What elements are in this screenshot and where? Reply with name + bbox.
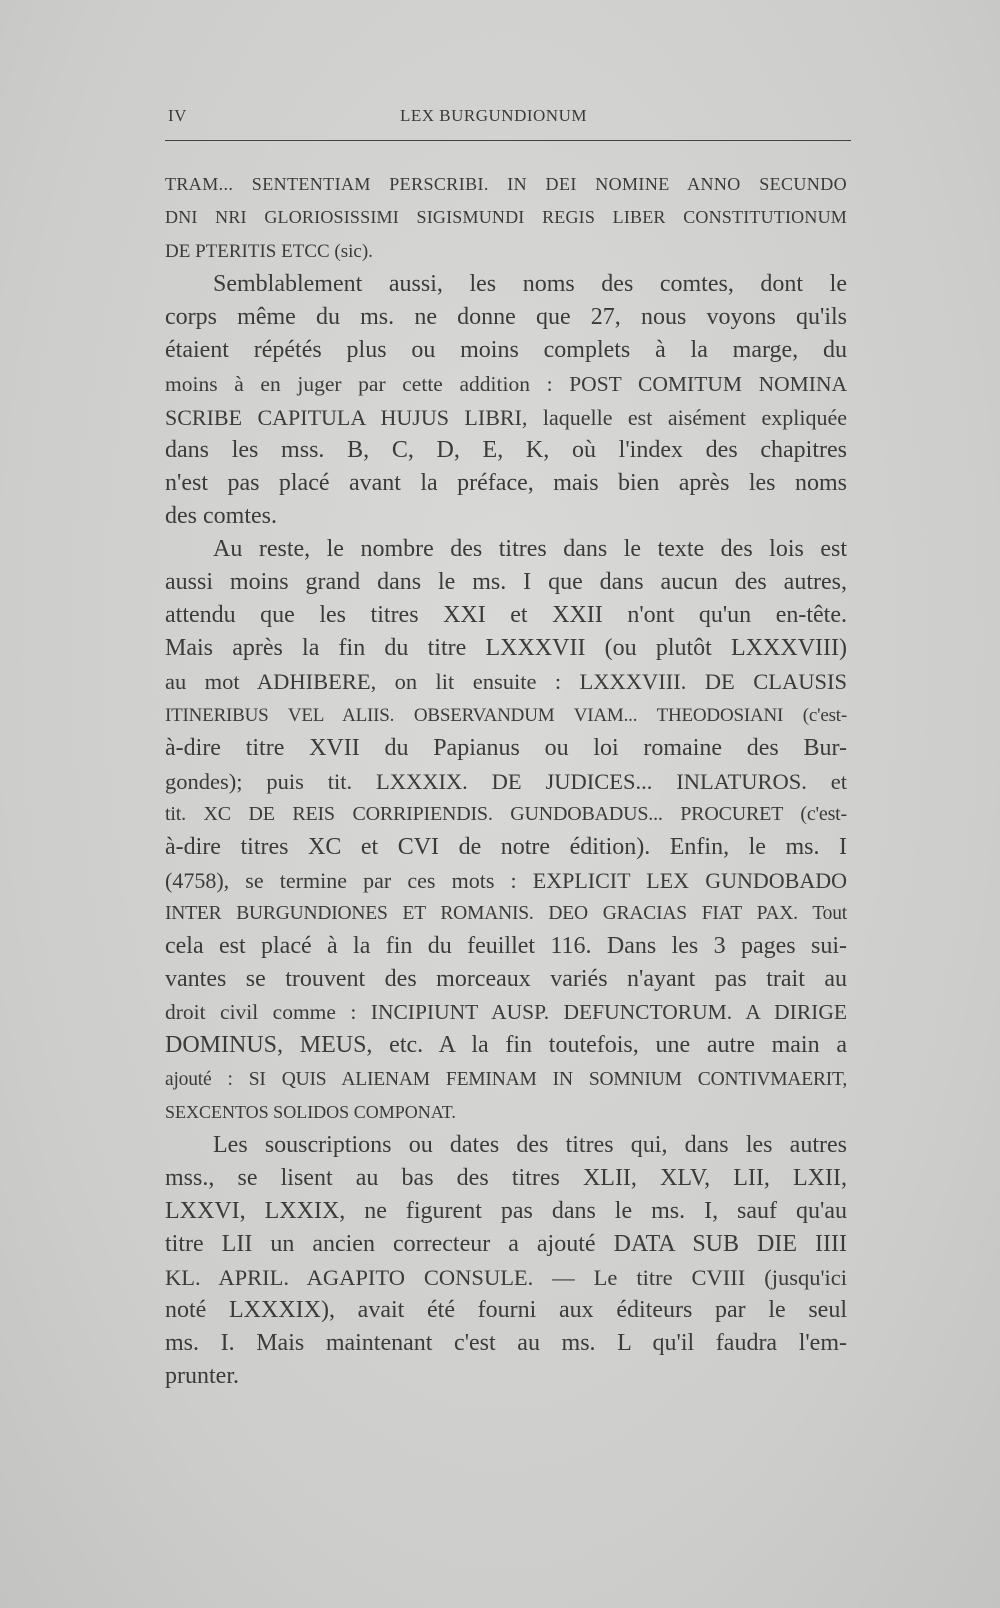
text-line: titre LII un ancien correcteur a ajouté DATA SUB DIE IIII xyxy=(165,1231,847,1257)
running-title: LEX BURGUNDIONUM xyxy=(400,106,587,125)
text-line: n'est pas placé avant la préface, mais bien après les noms xyxy=(165,469,847,496)
text-line: LXXVI, LXXIX, ne figurent pas dans le ms. I, sauf qu'au xyxy=(165,1197,847,1224)
text-line: ITINERIBUS VEL ALIIS. OBSERVANDUM VIAM... THEODOSIANI (c'est- xyxy=(165,704,847,726)
text-line: à-dire titres XC et CVI de notre édition). Enfin, le ms. I xyxy=(165,833,847,860)
text-line: attendu que les titres XXI et XXII n'ont qu'un en-tête. xyxy=(165,602,847,629)
text-line: DNI NRI GLORIOSISSIMI SIGISMUNDI REGIS LIBER CONSTITUTIONUM xyxy=(165,207,847,228)
text-line: dans les mss. B, C, D, E, K, où l'index des chapitres xyxy=(165,436,847,463)
text-line: tit. XC DE REIS CORRIPIENDIS. GUNDOBADUS... PROCURET (c'est- xyxy=(165,802,847,825)
text-line: mss., se lisent au bas des titres XLII, XLV, LII, LXII, xyxy=(165,1164,847,1191)
text-line: (4758), se termine par ces mots : EXPLICIT LEX GUNDOBADO xyxy=(165,867,847,893)
text-line: noté LXXXIX), avait été fourni aux éditeurs par le seul xyxy=(165,1297,847,1324)
text-line: TRAM... SENTENTIAM PERSCRIBI. IN DEI NOMINE ANNO SECUNDO xyxy=(165,174,847,194)
text-line: SEXCENTOS SOLIDOS COMPONAT. xyxy=(165,1101,456,1122)
text-line: DOMINUS, MEUS, etc. A la fin toutefois, une autre main a xyxy=(165,1032,847,1059)
text-line: cela est placé à la fin du feuillet 116. Dans les 3 pages sui- xyxy=(165,933,847,960)
text-line: étaient répétés plus ou moins complets à la marge, du xyxy=(165,337,847,364)
text-line: moins à en juger par cette addition : POST COMITUM NOMINA xyxy=(165,371,847,396)
text-line: gondes); puis tit. LXXXIX. DE JUDICES... INLATUROS. et xyxy=(165,768,847,794)
text-line-span: DE PTERITIS ETCC (sic). xyxy=(165,241,373,263)
text-line: Les souscriptions ou dates des titres qui, dans les autres xyxy=(213,1131,847,1158)
text-line: au mot ADHIBERE, on lit ensuite : LXXXVIII. DE CLAUSIS xyxy=(165,669,847,695)
text-line: vantes se trouvent des morceaux variés n'ayant pas trait au xyxy=(165,966,847,993)
text-line: droit civil comme : INCIPIUNT AUSP. DEFUNCTORUM. A DIRIGE xyxy=(165,1000,847,1025)
text-line: des comtes. xyxy=(165,502,277,529)
text-line: corps même du ms. ne donne que 27, nous voyons qu'ils xyxy=(165,304,847,331)
text-line xyxy=(165,234,847,268)
text-line: INTER BURGUNDIONES ET ROMANIS. DEO GRACIAS FIAT PAX. Tout xyxy=(165,903,847,925)
text-line: ajouté : SI QUIS ALIENAM FEMINAM IN SOMNIUM CONTIVMAERIT, xyxy=(165,1068,847,1090)
text-line: Mais après la fin du titre LXXXVII (ou plutôt LXXXVIII) xyxy=(165,635,847,662)
header-rule xyxy=(165,140,851,141)
text-line: Semblablement aussi, les noms des comtes, dont le xyxy=(213,271,847,298)
text-line: Au reste, le nombre des titres dans le texte des lois est xyxy=(213,536,847,563)
text-line: à-dire titre XVII du Papianus ou loi romaine des Bur- xyxy=(165,734,847,761)
body-text xyxy=(165,168,847,1393)
running-head xyxy=(168,106,850,132)
text-line: ms. I. Mais maintenant c'est au ms. L qu'il faudra l'em- xyxy=(165,1330,847,1357)
text-line: aussi moins grand dans le ms. I que dans aucun des autres, xyxy=(165,569,847,596)
text-line: prunter. xyxy=(165,1363,239,1390)
text-line: SCRIBE CAPITULA HUJUS LIBRI, laquelle est aisément expliquée xyxy=(165,404,847,430)
text-line: KL. APRIL. AGAPITO CONSULE. — Le titre CVIII (jusqu'ici xyxy=(165,1265,847,1291)
page-number: IV xyxy=(168,106,187,125)
